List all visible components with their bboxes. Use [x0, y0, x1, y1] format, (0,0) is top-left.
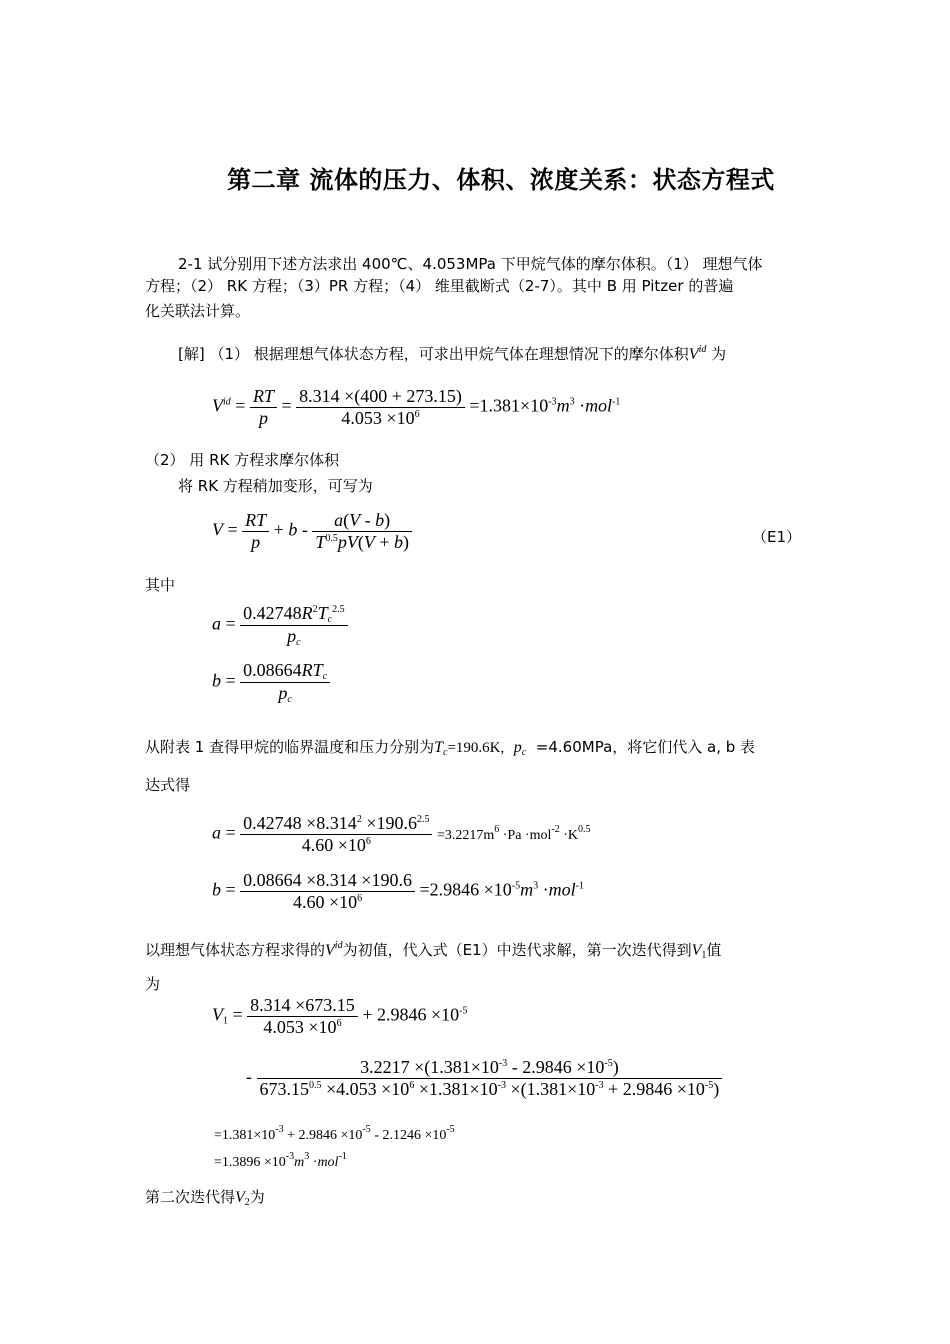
part2-sub: 将 RK 方程稍加变形，可写为	[178, 477, 373, 495]
eq-v1-result-2: $=1.3896 \times 10^{-3}m^3 \cdot mol^{-1}$	[214, 1151, 347, 1170]
eq-ideal-gas: $V^{id}$ = $\frac{RT}{p}$ = $\frac{8.314 \times(400 + 273.15)}{4.053 \times 10^6}$ $=1.381\times 10^{-3}m^3 \cdot mol^{-1}$	[212, 386, 621, 428]
problem-line-2: 方程；（2） RK 方程；（3）PR 方程；（4） 维里截断式（2-7）。其中 B 用 Pitzer 的普遍	[145, 277, 734, 295]
eq-b-value: b = $\frac{0.08664 \times 8.314 \times 190.6}{4.60 \times 10^6}$ $=2.9846 \times 10^{-5}m^3 \cdot mol^{-1}$	[212, 870, 584, 912]
problem-line-3: 化关联法计算。	[145, 302, 251, 320]
eq-a-def: a = $\frac{0.42748R^2T_c^{2.5}}{p_c}$	[212, 603, 348, 648]
lookup-line-2: 达式得	[145, 776, 191, 794]
eq-label-e1: （E1）	[752, 528, 802, 546]
where-label: 其中	[145, 576, 176, 594]
eq-b-def: b = $\frac{0.08664RT_c}{p_c}$	[212, 660, 330, 705]
eq-v1-part1: $V_1$ = $\frac{8.314 \times 673.15}{4.053 \times 10^6}$ + $2.9846 \times 10^{-5}$	[212, 995, 468, 1037]
iteration-line-1: 以理想气体状态方程求得的$V^{id}$为初值，代入式（E1）中迭代求解，第一次迭代得到$V_1$值	[145, 940, 722, 961]
eq-v1-part2: - $3.2217 \times(1.381\times 10^{-3} - 2.9846 \times 10^{-5})$ $673.15^{0.5} \times 4.053 \times 10^6 \times 1.381\times 10^{-3} \times(1.381\times 10^{-3} + 2.9846 \times 10^{-5})$	[246, 1057, 722, 1100]
lookup-line-1: 从附表 1 查得甲烷的临界温度和压力分别为$T_c=190.6K$, $p_c =4.60MPa$，将它们代入 a, b 表	[145, 738, 756, 758]
page-title: 第二章 流体的压力、体积、浓度关系：状态方程式	[227, 166, 775, 194]
second-iteration-line: 第二次迭代得$V_2$为	[145, 1188, 265, 1208]
part2-heading: （2） 用 RK 方程求摩尔体积	[145, 451, 340, 469]
problem-line-1: 2-1 试分别用下述方法求出 400℃、4.053MPa 下甲烷气体的摩尔体积。（1） 理想气体	[178, 255, 763, 273]
eq-a-value: a = $\frac{0.42748 \times 8.314^2 \times 190.6^{2.5}}{4.60 \times 10^6}$ $=3.2217m^6 \cdot Pa \cdot mol^{-2} \cdot K^{0.5}$	[212, 813, 591, 855]
solution-intro: [解] （1） 根据理想气体状态方程，可求出甲烷气体在理想情况下的摩尔体积$V^{id}$ 为	[178, 344, 727, 363]
eq-v1-result-1: $=1.381\times 10^{-3} + 2.9846 \times 10^{-5} - 2.1246 \times 10^{-5}$	[214, 1124, 455, 1143]
iteration-line-2: 为	[145, 975, 161, 993]
eq-rk: V = $\frac{RT}{p}$ + b - $\frac{a(V - b)}{T^{0.5}pV(V + b)}$	[212, 510, 412, 553]
